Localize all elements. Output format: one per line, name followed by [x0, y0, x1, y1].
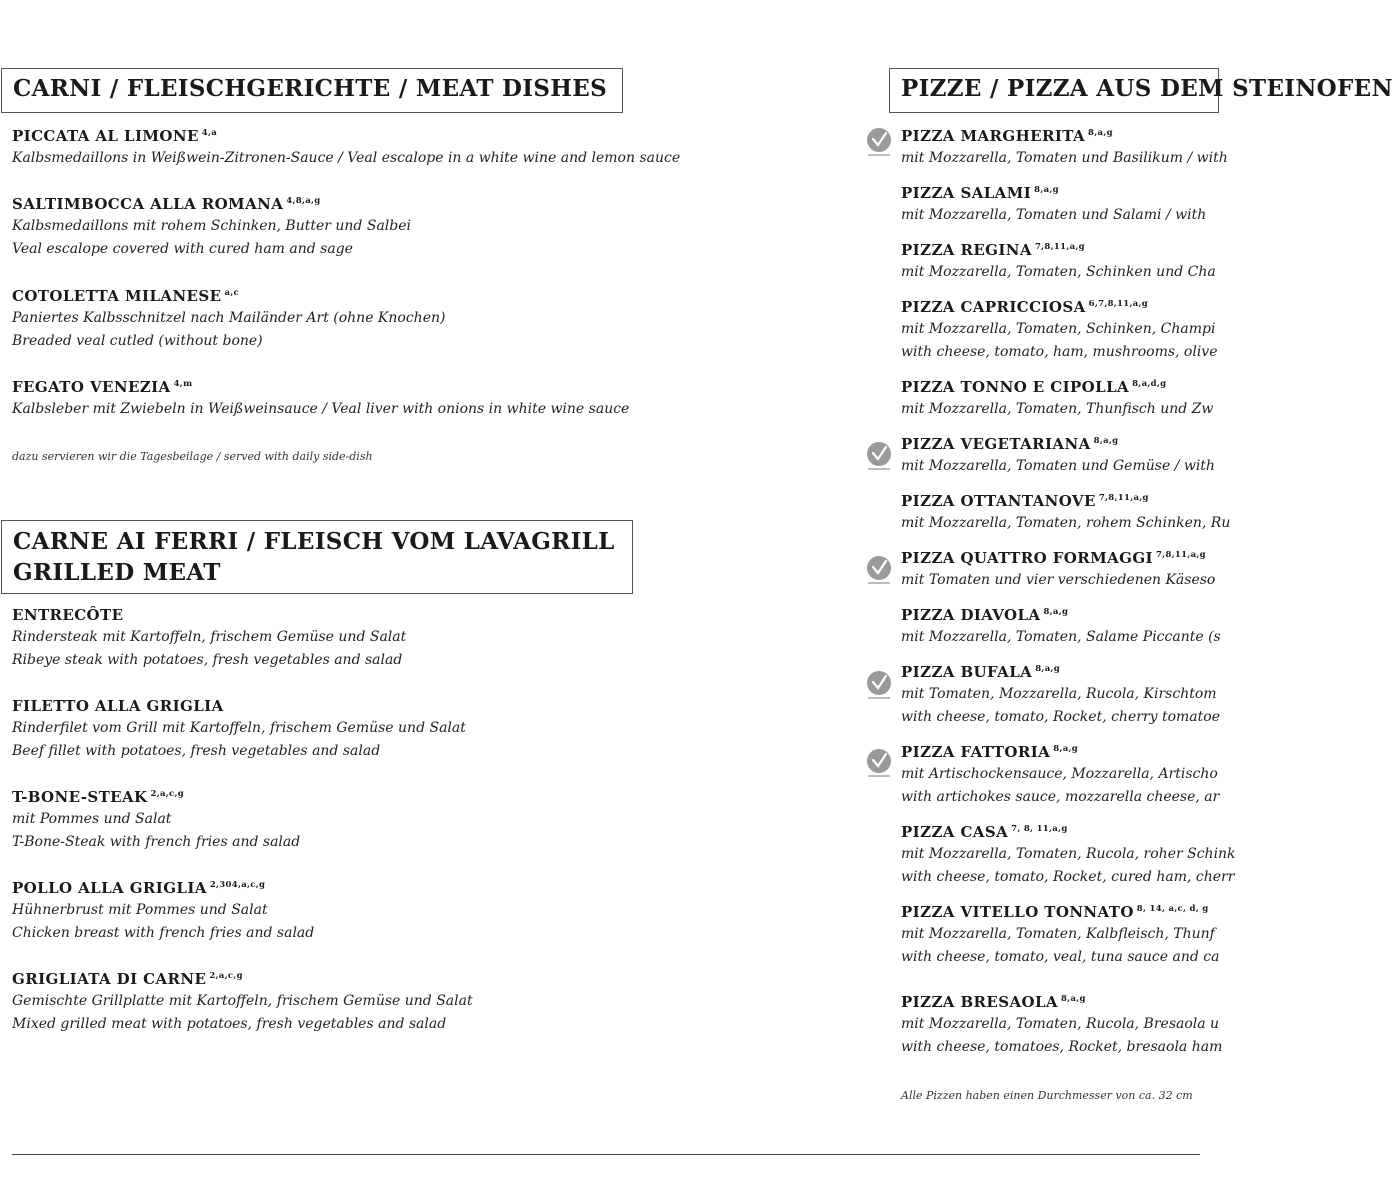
dish-allergens: 2,a,c,g [209, 971, 243, 981]
pizza-description: mit Mozzarella, Tomaten und Basilikum / with [901, 150, 1228, 166]
pizza-description: mit Mozzarella, Tomaten, Salame Piccante (s [901, 629, 1221, 645]
dish-item [12, 194, 411, 261]
pizza-item [901, 822, 1236, 889]
vegetarian-seal-icon [865, 441, 893, 473]
pizza-name: PIZZA BRESAOLA [901, 993, 1058, 1011]
pizza-item [901, 434, 1215, 478]
pizza-description: with cheese, tomato, Rocket, cherry tomatoe [901, 709, 1220, 725]
pizza-size-note: Alle Pizzen haben einen Durchmesser von ca. 32 cm [901, 1089, 1193, 1102]
dish-allergens: 4,8,a,g [286, 196, 321, 206]
dish-name: FILETTO ALLA GRIGLIA [12, 697, 224, 715]
pizza-item [901, 605, 1221, 649]
pizza-item [901, 902, 1219, 969]
pizza-description: mit Artischockensauce, Mozzarella, Artischo [901, 766, 1218, 782]
dish-description: mit Pommes und Salat [12, 811, 172, 827]
dish-name: SALTIMBOCCA ALLA ROMANA [12, 195, 284, 213]
dish-description: Ribeye steak with potatoes, fresh vegetables and salad [12, 652, 403, 668]
pizza-allergens: 8,a,d,g [1132, 379, 1167, 389]
pizza-item [901, 297, 1218, 364]
pizza-name: PIZZA FATTORIA [901, 743, 1051, 761]
pizza-name: PIZZA DIAVOLA [901, 606, 1041, 624]
pizza-description: with cheese, tomatoes, Rocket, bresaola ham [901, 1039, 1223, 1055]
pizza-name: PIZZA VEGETARIANA [901, 435, 1091, 453]
dish-item [12, 787, 300, 854]
vegetarian-seal-icon [865, 555, 893, 587]
pizza-item [901, 126, 1228, 170]
section-title-text: PIZZE / PIZZA AUS DEM STEINOFEN [901, 75, 1393, 102]
section-title-grilled-meat [1, 520, 633, 594]
dish-name: COTOLETTA MILANESE [12, 287, 222, 305]
pizza-allergens: 7,8,11,a,g [1034, 242, 1085, 252]
dish-description: Beef fillet with potatoes, fresh vegetables and salad [12, 743, 381, 759]
pizza-allergens: 8,a,g [1060, 994, 1086, 1004]
dish-description: Rindersteak mit Kartoffeln, frischem Gemüse und Salat [12, 629, 407, 645]
pizza-description: mit Mozzarella, Tomaten, Thunfisch und Zw [901, 401, 1214, 417]
pizza-allergens: 8,a,g [1088, 128, 1113, 138]
section-title-text: CARNI / FLEISCHGERICHTE / MEAT DISHES [13, 75, 608, 102]
dish-allergens: a,c [224, 288, 240, 298]
pizza-description: mit Mozzarella, Tomaten, Rucola, roher Schink [901, 846, 1236, 862]
dish-item [12, 377, 629, 421]
pizza-description: mit Mozzarella, Tomaten, Schinken und Cha [901, 264, 1216, 280]
dish-allergens: 2,304,a,c,g [209, 880, 266, 890]
dish-item [12, 969, 473, 1036]
section-title-meat-dishes [1, 68, 623, 113]
pizza-description: mit Mozzarella, Tomaten, Schinken, Champi [901, 321, 1216, 337]
pizza-item [901, 183, 1206, 227]
dish-description: Mixed grilled meat with potatoes, fresh vegetables and salad [12, 1016, 447, 1032]
pizza-name: PIZZA BUFALA [901, 663, 1033, 681]
pizza-allergens: 8, 14, a,c, d, g [1136, 904, 1209, 914]
dish-item [12, 878, 314, 945]
pizza-allergens: 8,a,g [1053, 744, 1079, 754]
pizza-description: mit Mozzarella, Tomaten, Rucola, Bresaola u [901, 1016, 1220, 1032]
dish-item [12, 126, 680, 170]
pizza-description: mit Tomaten und vier verschiedenen Käseso [901, 572, 1216, 588]
pizza-description: with cheese, tomato, ham, mushrooms, olive [901, 344, 1218, 360]
pizza-description: mit Mozzarella, Tomaten und Gemüse / with [901, 458, 1215, 474]
pizza-description: mit Mozzarella, Tomaten und Salami / with [901, 207, 1207, 223]
dish-description: Chicken breast with french fries and salad [12, 925, 315, 941]
pizza-description: with artichokes sauce, mozzarella cheese, ar [901, 789, 1220, 805]
dish-description: T-Bone-Steak with french fries and salad [12, 834, 301, 850]
dish-item [12, 605, 406, 672]
pizza-description: with cheese, tomato, veal, tuna sauce and ca [901, 949, 1220, 965]
pizza-item [901, 548, 1215, 592]
dish-description: Breaded veal cutled (without bone) [12, 333, 263, 349]
pizza-name: PIZZA CAPRICCIOSA [901, 298, 1086, 316]
vegetarian-seal-icon [865, 670, 893, 702]
pizza-description: mit Mozzarella, Tomaten, rohem Schinken, Ru [901, 515, 1231, 531]
pizza-item [901, 992, 1222, 1059]
section-title-text: CARNE AI FERRI / FLEISCH VOM LAVAGRILL [13, 528, 615, 555]
pizza-allergens: 6,7,8,11,a,g [1088, 299, 1149, 309]
pizza-name: PIZZA SALAMI [901, 184, 1032, 202]
dish-allergens: 4,a [201, 128, 218, 138]
pizza-description: mit Tomaten, Mozzarella, Rucola, Kirschtom [901, 686, 1217, 702]
dish-description: Kalbsmedaillons mit rohem Schinken, Butter und Salbei [12, 218, 411, 234]
dish-name: ENTRECÔTE [12, 606, 124, 624]
dish-name: POLLO ALLA GRIGLIA [12, 879, 207, 897]
pizza-item [901, 742, 1219, 809]
dish-item [12, 696, 466, 763]
vegetarian-seal-icon [865, 127, 893, 159]
pizza-allergens: 8,a,g [1043, 607, 1069, 617]
pizza-name: PIZZA VITELLO TONNATO [901, 903, 1134, 921]
dish-allergens: 4,m [173, 379, 193, 389]
dish-description: Kalbsleber mit Zwiebeln in Weißweinsauce / Veal liver with onions in white wine sauce [12, 401, 630, 417]
pizza-allergens: 7, 8, 11,a,g [1011, 824, 1068, 834]
pizza-name: PIZZA QUATTRO FORMAGGI [901, 549, 1153, 567]
dish-description: Hühnerbrust mit Pommes und Salat [12, 902, 268, 918]
pizza-name: PIZZA MARGHERITA [901, 127, 1086, 145]
pizza-item [901, 662, 1220, 729]
dish-allergens: 2,a,c,g [150, 789, 185, 799]
pizza-allergens: 8,a,g [1093, 436, 1119, 446]
dish-name: PICCATA AL LIMONE [12, 127, 199, 145]
pizza-description: with cheese, tomato, Rocket, cured ham, cherr [901, 869, 1235, 885]
pizza-description: mit Mozzarella, Tomaten, Kalbfleisch, Thunf [901, 926, 1215, 942]
pizza-name: PIZZA CASA [901, 823, 1009, 841]
bottom-divider [12, 1154, 1200, 1155]
dish-name: FEGATO VENEZIA [12, 378, 171, 396]
pizza-name: PIZZA TONNO E CIPOLLA [901, 378, 1130, 396]
dish-description: Rinderfilet vom Grill mit Kartoffeln, frischem Gemüse und Salat [12, 720, 466, 736]
dish-description: Kalbsmedaillons in Weißwein-Zitronen-Sauce / Veal escalope in a white wine and lemon sauce [12, 150, 681, 166]
pizza-allergens: 8,a,g [1035, 664, 1061, 674]
dish-description: Gemischte Grillplatte mit Kartoffeln, frischem Gemüse und Salat [12, 993, 473, 1009]
dish-name: GRIGLIATA DI CARNE [12, 970, 207, 988]
pizza-item [901, 240, 1216, 284]
section-title-pizza [889, 68, 1393, 113]
pizza-item [901, 377, 1213, 421]
side-dish-note: dazu servieren wir die Tagesbeilage / served with daily side-dish [12, 450, 373, 463]
pizza-allergens: 7,8,11,a,g [1098, 493, 1149, 503]
pizza-allergens: 7,8,11,a,g [1155, 550, 1206, 560]
pizza-item [901, 491, 1230, 535]
dish-item [12, 286, 445, 353]
dish-description: Paniertes Kalbsschnitzel nach Mailänder Art (ohne Knochen) [12, 310, 446, 326]
pizza-name: PIZZA OTTANTANOVE [901, 492, 1096, 510]
dish-description: Veal escalope covered with cured ham and sage [12, 241, 353, 257]
section-title-text: GRILLED MEAT [13, 559, 221, 586]
vegetarian-seal-icon [865, 748, 893, 780]
pizza-allergens: 8,a,g [1034, 185, 1059, 195]
pizza-name: PIZZA REGINA [901, 241, 1032, 259]
dish-name: T-BONE-STEAK [12, 788, 148, 806]
